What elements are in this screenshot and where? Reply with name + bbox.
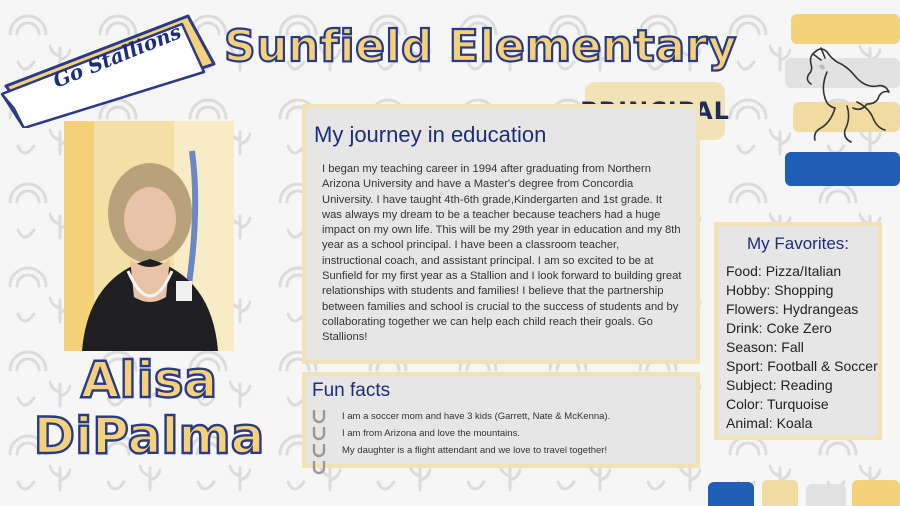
favorite-item: Subject: Reading: [726, 377, 833, 393]
horseshoe-icon: [312, 460, 326, 475]
stallion-icon: [785, 42, 895, 154]
horseshoe-icon: [312, 426, 326, 441]
favorite-item: Hobby: Shopping: [726, 282, 834, 298]
horseshoe-icon: [312, 409, 326, 424]
principal-name: [14, 352, 284, 464]
favorites-list: [726, 262, 891, 433]
fun-fact-text: I am from Arizona and love the mountains.: [342, 428, 520, 439]
fun-facts-panel: [302, 372, 700, 468]
journey-body: I began my teaching career in 1994 after graduating from Northern Arizona University and have a Master's degree from Concordia University. I have taught 4th-6th grade,Kindergarten and 1st grade. It was always my dream to be a teacher because teachers had a huge impact on my own life. This will be my 29th year in education and my 8th year as a school principal. I have been a classroom teacher, instructional coach, and assistant principal. I am so excited to be at Sunfield for my first year as a Stallion and I look forward to building great relationships with students and families! I believe that the partnership between families and school is crucial to the success of students and by collaborating together we can help each child reach their goals. Go Stallions!: [322, 163, 682, 344]
first-name: Alisa: [80, 351, 218, 409]
favorite-item: Food: Pizza/Italian: [726, 263, 842, 279]
favorite-item: Sport: Football & Soccer: [726, 358, 878, 374]
school-title: Sunfield Elementary: [224, 21, 737, 72]
fun-facts-list: [312, 408, 692, 476]
favorite-item: Drink: Coke Zero: [726, 320, 832, 336]
principal-photo: [64, 121, 234, 351]
banner-text: Go Stallions: [49, 19, 185, 93]
journey-title: My journey in education: [314, 122, 547, 147]
horseshoe-icon: [312, 443, 326, 458]
list-item: [312, 408, 692, 425]
fun-fact-text: My daughter is a flight attendant and we love to travel together!: [342, 445, 608, 456]
favorite-item: Flowers: Hydrangeas: [726, 301, 859, 317]
list-item: [312, 442, 692, 459]
favorite-item: Color: Turquoise: [726, 396, 829, 412]
favorite-item: Season: Fall: [726, 339, 804, 355]
fun-fact-text: I am a soccer mom and have 3 kids (Garrett, Nate & McKenna).: [342, 411, 611, 422]
favorite-item: Animal: Koala: [726, 415, 813, 431]
decorative-bottom-blocks: [700, 476, 900, 506]
fun-facts-title: Fun facts: [312, 380, 391, 401]
favorites-panel: [714, 222, 882, 440]
list-item: [312, 459, 692, 476]
journey-panel: [302, 104, 700, 364]
last-name: DiPalma: [33, 407, 265, 465]
list-item: [312, 425, 692, 442]
favorites-title: My Favorites:: [746, 234, 850, 253]
